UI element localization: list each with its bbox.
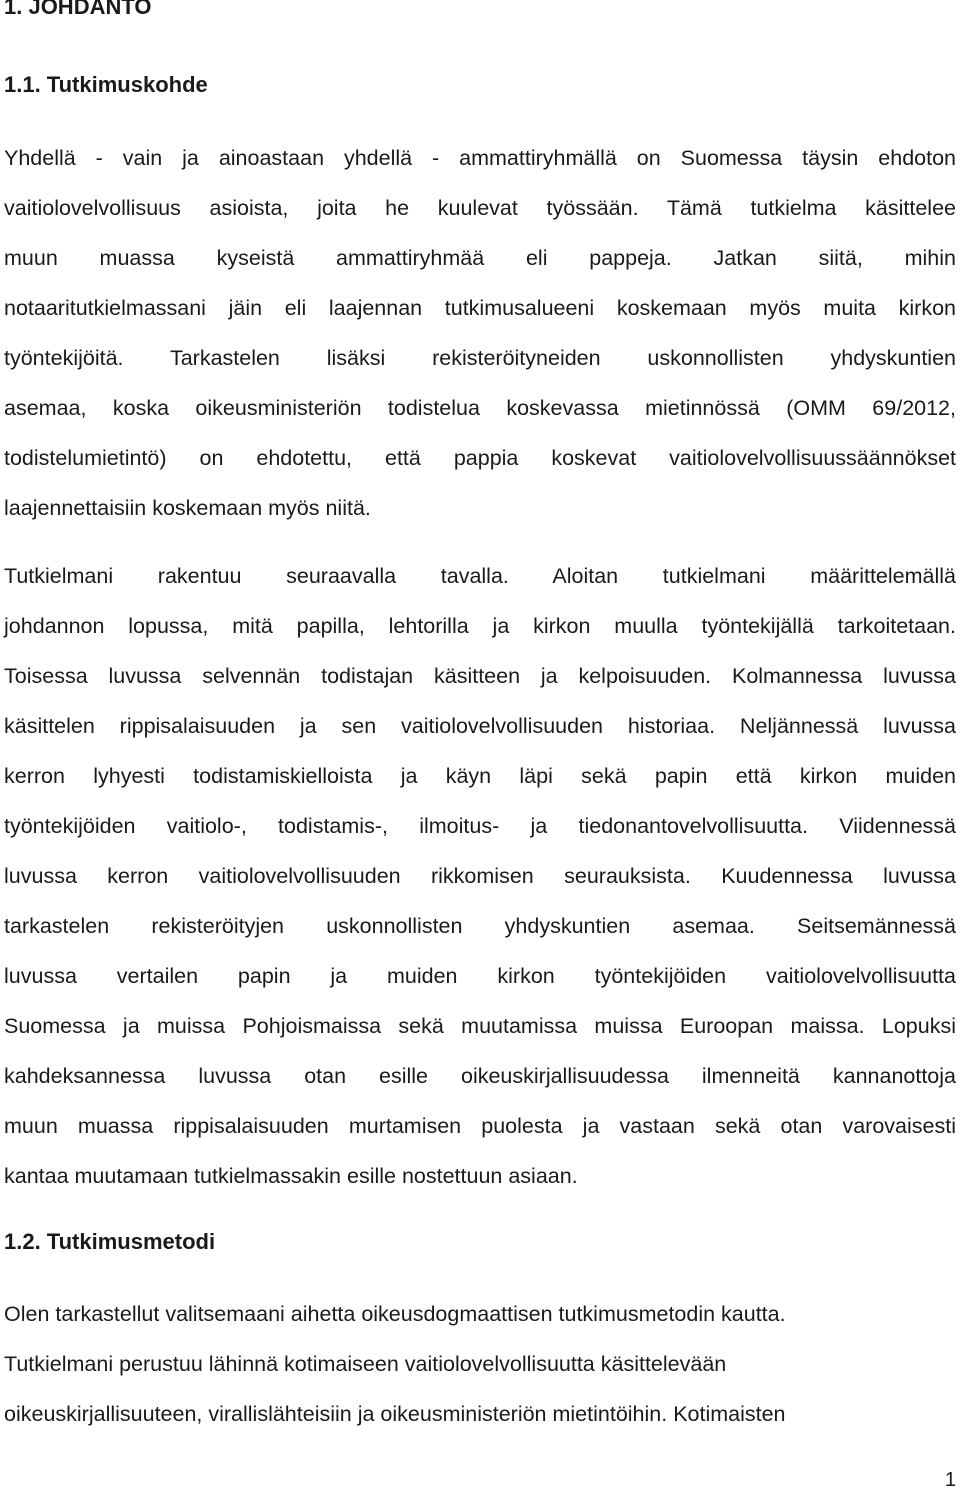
text-line: vaitiolovelvollisuus asioista, joita he kuulevat työssään. Tämä tutkielma käsittelee xyxy=(4,196,956,220)
text-line: kahdeksannessa luvussa otan esille oikeuskirjallisuudessa ilmenneitä kannanottoja xyxy=(4,1064,956,1088)
chapter-heading: 1. JOHDANTO xyxy=(4,0,152,19)
text-line: käsittelen rippisalaisuuden ja sen vaitiolovelvollisuuden historiaa. Neljännessä luvussa xyxy=(4,714,956,738)
section-heading-tutkimuskohde: 1.1. Tutkimuskohde xyxy=(4,72,208,97)
text-line: oikeuskirjallisuuteen, virallislähteisiin ja oikeusministeriön mietintöihin. Kotimaisten xyxy=(4,1402,786,1426)
text-line: Olen tarkastellut valitsemaani aihetta oikeusdogmaattisen tutkimusmetodin kautta. xyxy=(4,1302,786,1326)
text-line: työntekijöiden vaitiolo-, todistamis-, ilmoitus- ja tiedonantovelvollisuutta. Viidennessä xyxy=(4,814,956,838)
paragraph-tutkimuskohde-2 xyxy=(4,551,956,1201)
text-line: johdannon lopussa, mitä papilla, lehtorilla ja kirkon muulla työntekijällä tarkoitetaan. xyxy=(4,614,956,638)
section-heading-tutkimusmetodi: 1.2. Tutkimusmetodi xyxy=(4,1229,216,1254)
text-line: muun muassa kyseistä ammattiryhmää eli pappeja. Jatkan siitä, mihin xyxy=(4,246,956,270)
text-line: kerron lyhyesti todistamiskielloista ja käyn läpi sekä papin että kirkon muiden xyxy=(4,764,956,788)
text-line: luvussa vertailen papin ja muiden kirkon työntekijöiden vaitiolovelvollisuutta xyxy=(4,964,956,988)
text-line: työntekijöitä. Tarkastelen lisäksi rekisteröityneiden uskonnollisten yhdyskuntien xyxy=(4,346,956,370)
text-line: muun muassa rippisalaisuuden murtamisen puolesta ja vastaan sekä otan varovaisesti xyxy=(4,1114,956,1138)
text-line: todistelumietintö) on ehdotettu, että pappia koskevat vaitiolovelvollisuussäännökset xyxy=(4,446,956,470)
text-line: Toisessa luvussa selvennän todistajan käsitteen ja kelpoisuuden. Kolmannessa luvussa xyxy=(4,664,956,688)
paragraph-tutkimuskohde-1 xyxy=(4,133,956,533)
text-line: Tutkielmani perustuu lähinnä kotimaiseen vaitiolovelvollisuutta käsittelevään xyxy=(4,1352,727,1376)
text-line: Tutkielmani rakentuu seuraavalla tavalla. Aloitan tutkielmani määrittelemällä xyxy=(4,564,956,588)
text-line: laajennettaisiin koskemaan myös niitä. xyxy=(4,496,371,520)
paragraph-tutkimusmetodi-1 xyxy=(4,1289,956,1439)
text-line: kantaa muutamaan tutkielmassakin esille nostettuun asiaan. xyxy=(4,1164,578,1188)
text-line: luvussa kerron vaitiolovelvollisuuden rikkomisen seurauksista. Kuudennessa luvussa xyxy=(4,864,956,888)
text-line: notaaritutkielmassani jäin eli laajennan tutkimusalueeni koskemaan myös muita kirkon xyxy=(4,296,956,320)
text-line: tarkastelen rekisteröityjen uskonnollisten yhdyskuntien asemaa. Seitsemännessä xyxy=(4,914,956,938)
text-line: Suomessa ja muissa Pohjoismaissa sekä muutamissa muissa Euroopan maissa. Lopuksi xyxy=(4,1014,956,1038)
text-line: asemaa, koska oikeusministeriön todistelua koskevassa mietinnössä (OMM 69/2012, xyxy=(4,396,956,420)
page-number: 1 xyxy=(944,1469,956,1491)
text-line: Yhdellä - vain ja ainoastaan yhdellä - ammattiryhmällä on Suomessa täysin ehdoton xyxy=(4,146,956,170)
